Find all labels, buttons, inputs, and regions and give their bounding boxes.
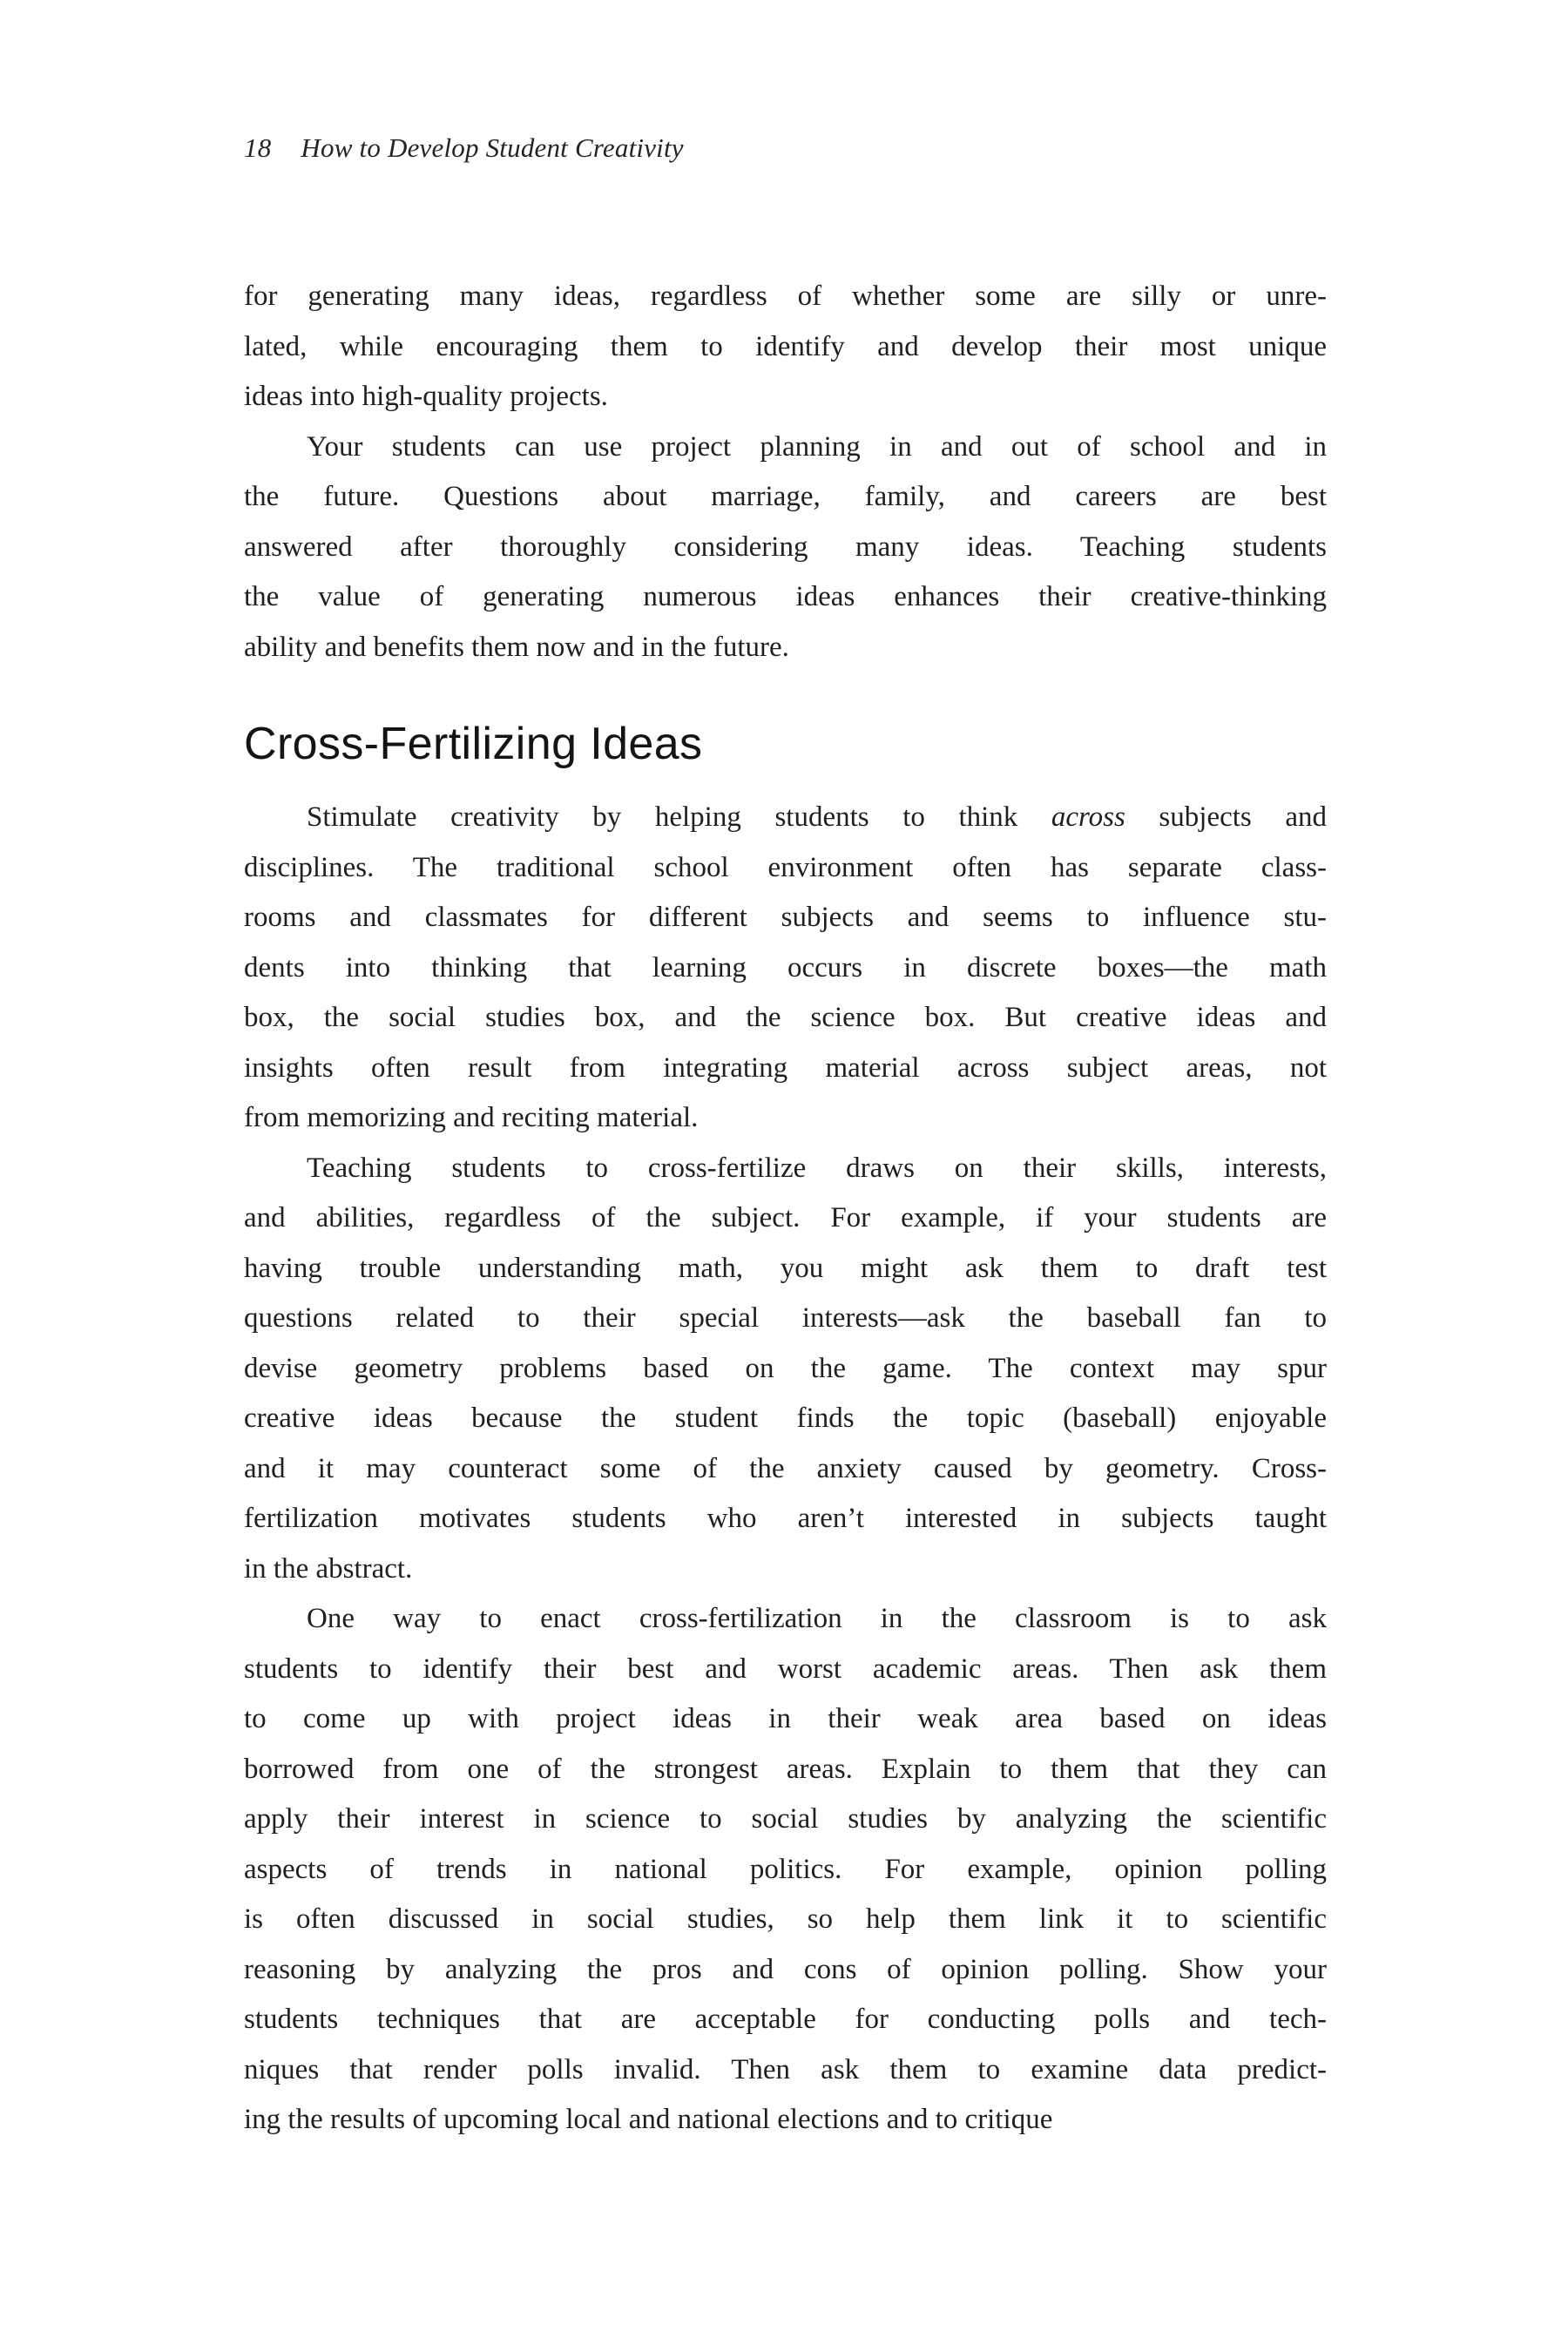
text-line: answered after thoroughly considering many ideas. Teaching students xyxy=(244,531,1327,563)
text-line: ability and benefits them now and in the future. xyxy=(244,631,789,663)
text-line: for generating many ideas, regardless of whether some are silly or unre- xyxy=(244,280,1327,312)
text-line: and it may counteract some of the anxiety caused by geometry. Cross- xyxy=(244,1452,1327,1484)
text-line: dents into thinking that learning occurs in discrete boxes—the math xyxy=(244,951,1327,983)
text-line: the future. Questions about marriage, family, and careers are best xyxy=(244,481,1327,512)
running-header xyxy=(244,132,684,164)
text-line: Your students can use project planning in and out of school and in xyxy=(307,430,1327,463)
text-line: and abilities, regardless of the subject. For example, if your students are xyxy=(244,1202,1327,1233)
text-line: One way to enact cross-fertilization in the classroom is to ask xyxy=(307,1603,1327,1634)
text-line: is often discussed in social studies, so help them link it to scientific xyxy=(244,1903,1327,1935)
text-line: rooms and classmates for different subjects and seems to influence stu- xyxy=(244,902,1327,933)
section-heading: Cross-Fertilizing Ideas xyxy=(244,719,703,769)
text-line: ideas into high-quality projects. xyxy=(244,381,608,412)
text-line: in the abstract. xyxy=(244,1552,413,1585)
text-line: Teaching students to cross-fertilize draws on their skills, interests, xyxy=(307,1152,1327,1184)
text-line: borrowed from one of the strongest areas. Explain to them that they can xyxy=(244,1753,1327,1785)
text-line: students to identify their best and worst academic areas. Then ask them xyxy=(244,1652,1327,1685)
paragraph xyxy=(244,422,1327,673)
text-line: lated, while encouraging them to identify and develop their most unique xyxy=(244,330,1327,362)
page-number: 18 xyxy=(244,132,272,163)
text-line: niques that render polls invalid. Then ask them to examine data predict- xyxy=(244,2053,1327,2085)
text-line: fertilization motivates students who aren’t interested in subjects taught xyxy=(244,1503,1327,1534)
text-line: ing the results of upcoming local and national elections and to critique xyxy=(244,2104,1053,2135)
text-line: the value of generating numerous ideas enhances their creative-thinking xyxy=(244,581,1327,612)
text-line: having trouble understanding math, you might ask them to draft test xyxy=(244,1252,1327,1284)
italic-text: across xyxy=(1051,801,1125,833)
text-line: to come up with project ideas in their weak area based on ideas xyxy=(244,1703,1327,1734)
text-line: Stimulate creativity by helping students to think across subjects and xyxy=(307,801,1327,833)
text-line: questions related to their special interests—ask the baseball fan to xyxy=(244,1302,1327,1334)
paragraph xyxy=(244,1144,1327,1595)
text-line: devise geometry problems based on the game. The context may spur xyxy=(244,1352,1327,1384)
paragraph xyxy=(244,1594,1327,2146)
paragraph xyxy=(244,793,1327,1144)
text-line: box, the social studies box, and the science box. But creative ideas and xyxy=(244,1002,1327,1033)
text-line: aspects of trends in national politics. For example, opinion polling xyxy=(244,1853,1327,1885)
page-content xyxy=(244,272,1327,2146)
paragraph xyxy=(244,272,1327,422)
text-line: apply their interest in science to social studies by analyzing the scientific xyxy=(244,1803,1327,1835)
text-line: from memorizing and reciting material. xyxy=(244,1102,699,1133)
text-line: creative ideas because the student finds the topic (baseball) enjoyable xyxy=(244,1402,1327,1434)
book-title: How to Develop Student Creativity xyxy=(301,132,684,163)
text-line: reasoning by analyzing the pros and cons of opinion polling. Show your xyxy=(244,1953,1327,1985)
text-line: students techniques that are acceptable for conducting polls and tech- xyxy=(244,2004,1327,2035)
text-line: disciplines. The traditional school environment often has separate class- xyxy=(244,851,1327,883)
text-line: insights often result from integrating material across subject areas, not xyxy=(244,1051,1327,1084)
